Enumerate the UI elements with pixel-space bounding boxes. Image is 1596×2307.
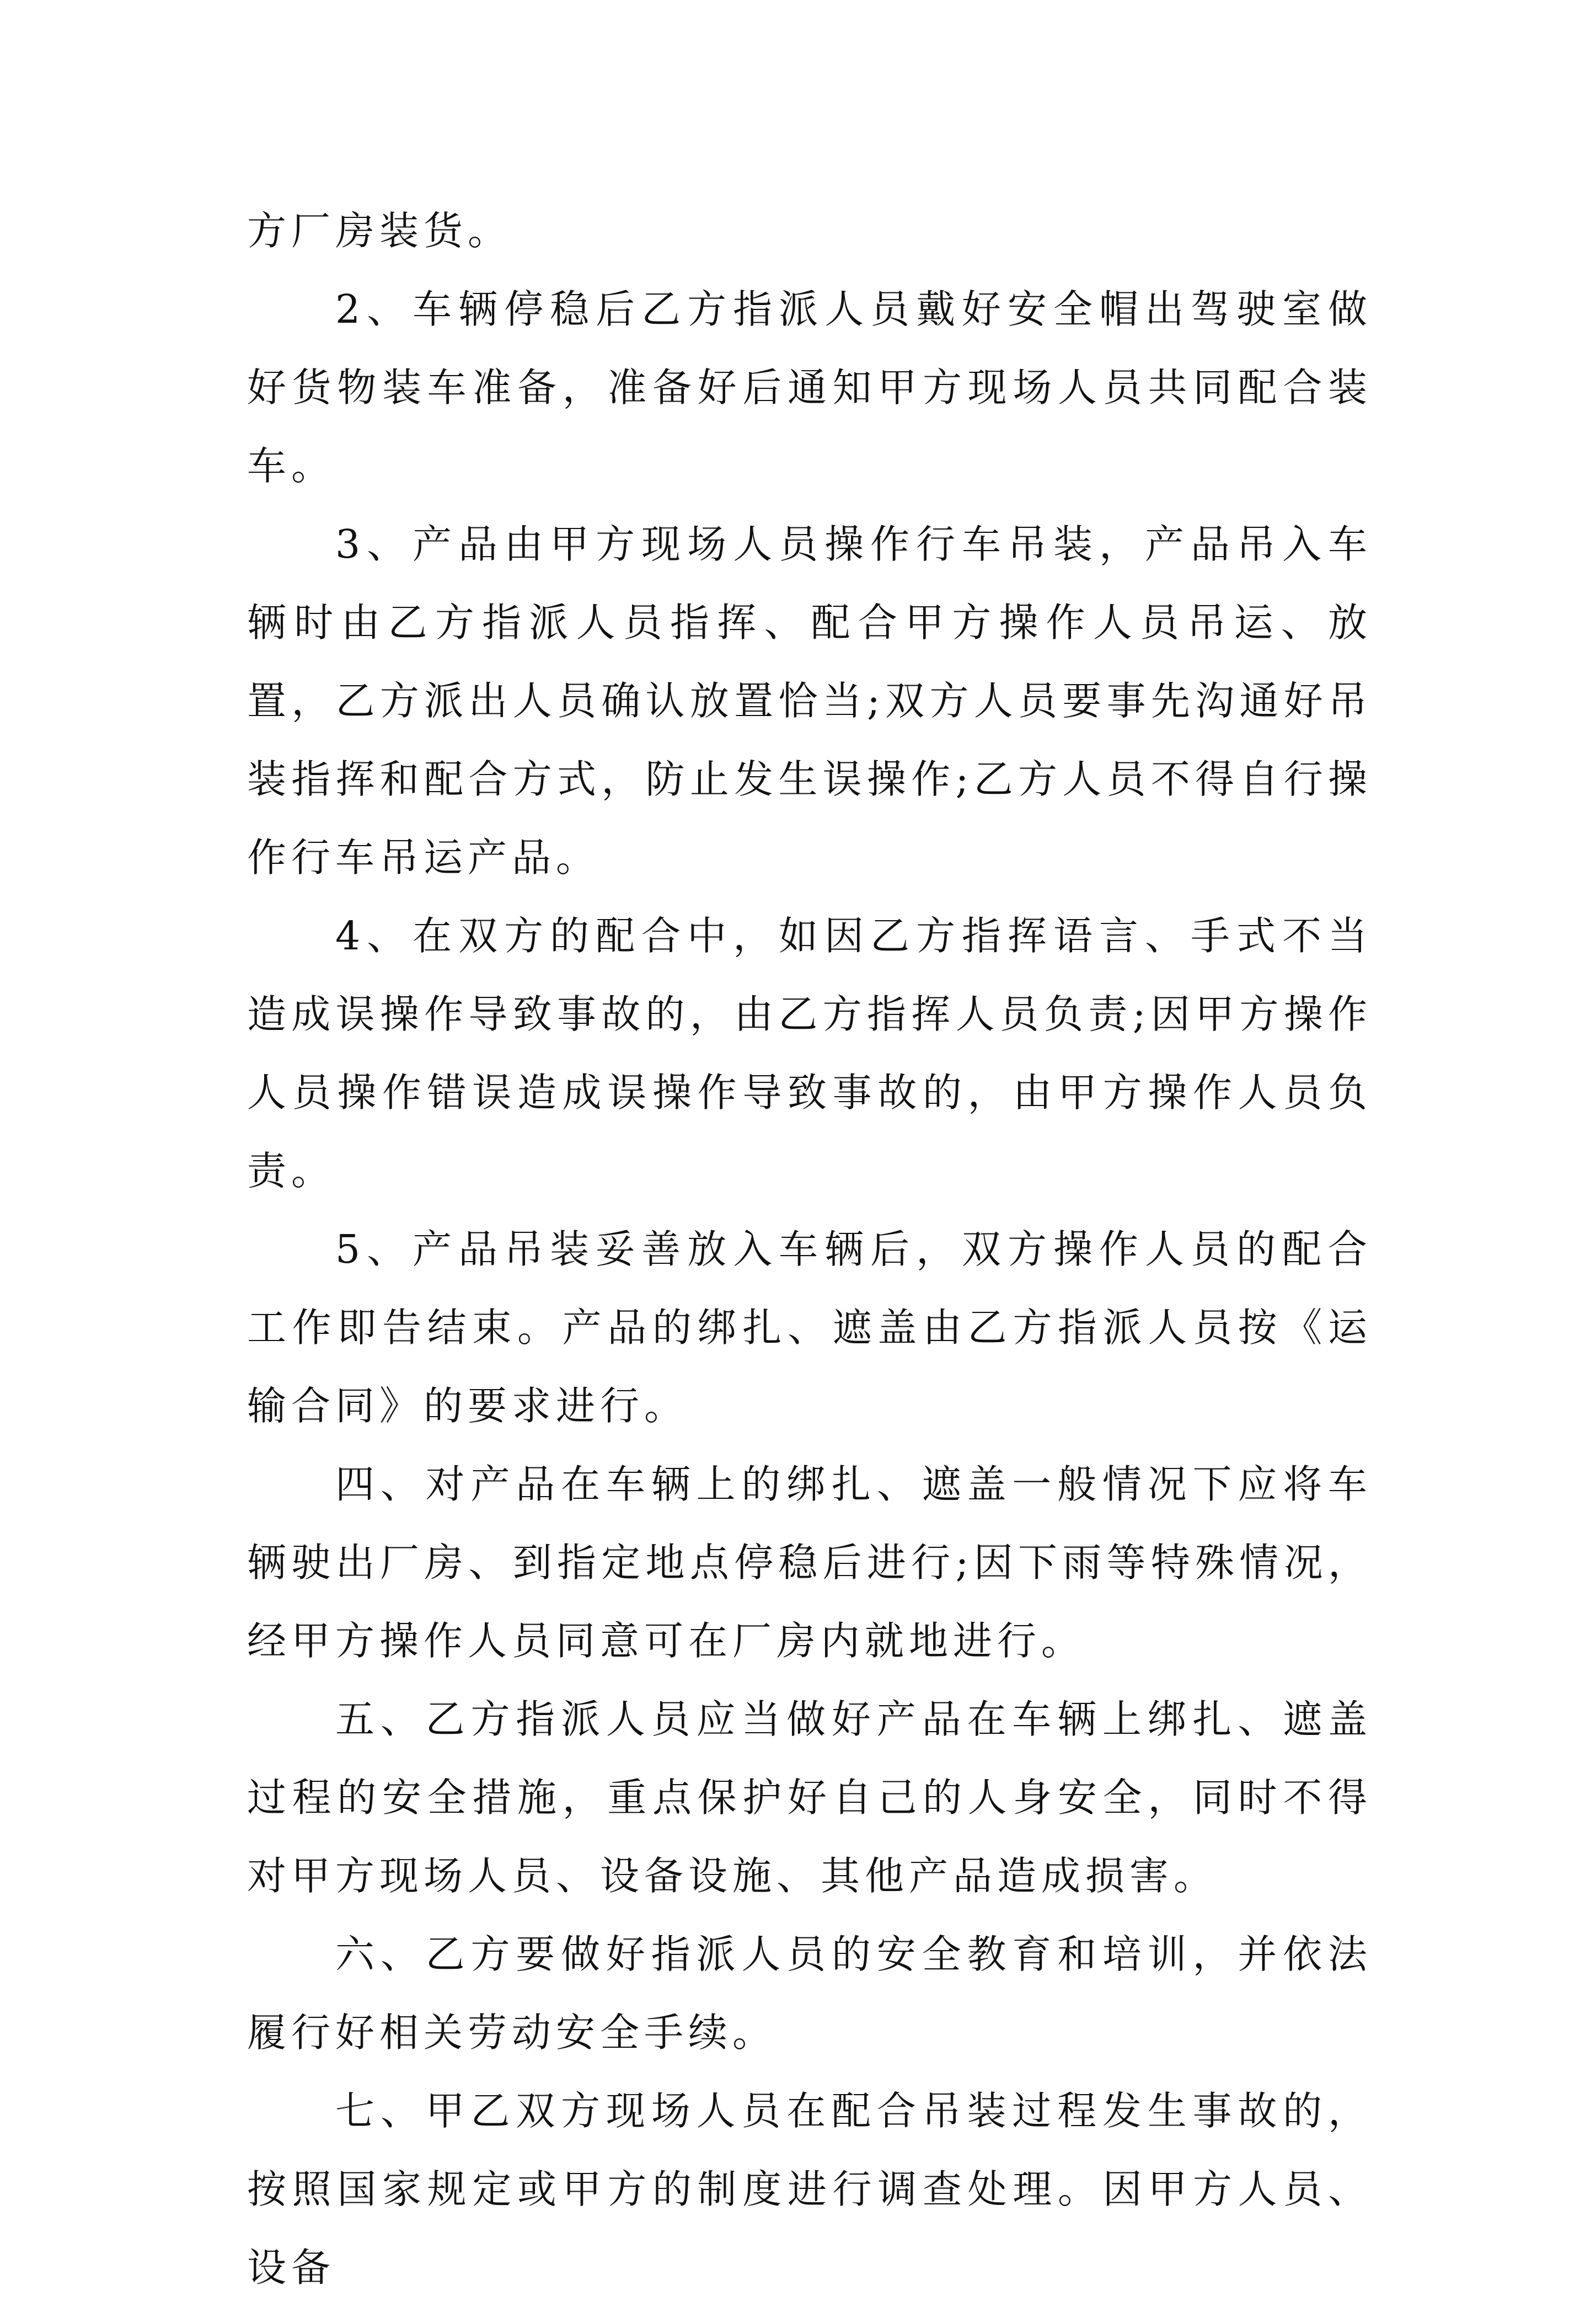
paragraph-clause-5: 5、产品吊装妥善放入车辆后，双方操作人员的配合工作即告结束。产品的绑扎、遮盖由乙方指派人员按《运输合同》的要求进行。: [247, 1226, 1372, 1429]
paragraph-section-7: 七、甲乙双方现场人员在配合吊装过程发生事故的，按照国家规定或甲方的制度进行调查处理。因甲方人员、设备: [247, 2088, 1372, 2290]
paragraph-clause-4: 4、在双方的配合中，如因乙方指挥语言、手式不当造成误操作导致事故的，由乙方指挥人员负责;因甲方操作人员操作错误造成误操作导致事故的，由甲方操作人员负责。: [247, 913, 1372, 1194]
paragraph-clause-2: 2、车辆停稳后乙方指派人员戴好安全帽出驾驶室做好货物装车准备，准备好后通知甲方现场人员共同配合装车。: [247, 286, 1372, 489]
paragraph-section-4: 四、对产品在车辆上的绑扎、遮盖一般情况下应将车辆驶出厂房、到指定地点停稳后进行;因下雨等特殊情况，经甲方操作人员同意可在厂房内就地进行。: [247, 1461, 1372, 1664]
paragraph-section-5: 五、乙方指派人员应当做好产品在车辆上绑扎、遮盖过程的安全措施，重点保护好自己的人身安全，同时不得对甲方现场人员、设备设施、其他产品造成损害。: [247, 1696, 1372, 1899]
document-body: [247, 192, 1372, 2307]
paragraph-clause-3: 3、产品由甲方现场人员操作行车吊装，产品吊入车辆时由乙方指派人员指挥、配合甲方操作人员吊运、放置，乙方派出人员确认放置恰当;双方人员要事先沟通好吊装指挥和配合方式，防止发生误操作;乙方人员不得自行操作行车吊运产品。: [247, 521, 1372, 880]
paragraph-section-6: 六、乙方要做好指派人员的安全教育和培训，并依法履行好相关劳动安全手续。: [247, 1931, 1372, 2055]
paragraph-continuation: 方厂房装货。: [247, 208, 512, 254]
